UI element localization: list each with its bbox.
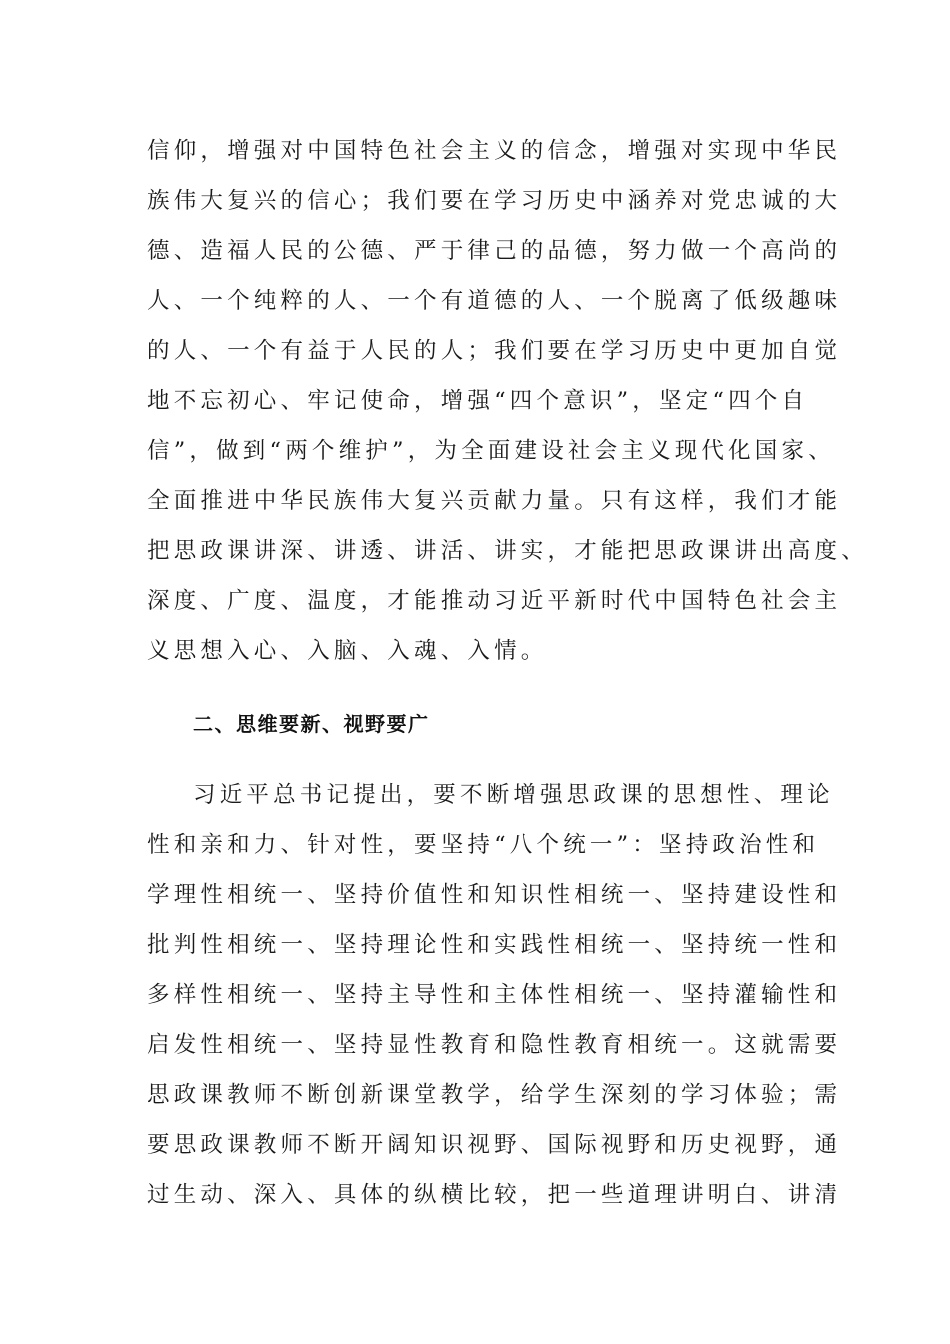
paragraph-section-two: [147, 770, 842, 1220]
text-line: 德、造福人民的公德、严于律己的品德，努力做一个高尚的: [147, 238, 842, 264]
paragraph-continued: [147, 126, 868, 676]
text-line: 多样性相统一、坚持主导性和主体性相统一、坚持灌输性和: [147, 982, 842, 1008]
text-line: 性和亲和力、针对性，要坚持“八个统一”：坚持政治性和: [147, 832, 820, 858]
text-line: 批判性相统一、坚持理论性和实践性相统一、坚持统一性和: [147, 932, 842, 958]
text-line-first: 习近平总书记提出，要不断增强思政课的思想性、理论: [193, 782, 834, 808]
section-heading: 二、思维要新、视野要广: [193, 712, 430, 736]
text-line: 把思政课讲深、讲透、讲活、讲实，才能把思政课讲出高度、: [147, 538, 868, 564]
text-line: 过生动、深入、具体的纵横比较，把一些道理讲明白、讲清: [147, 1182, 842, 1208]
text-line: 的人、一个有益于人民的人；我们要在学习历史中更加自觉: [147, 338, 842, 364]
text-line: 学理性相统一、坚持价值性和知识性相统一、坚持建设性和: [147, 882, 842, 908]
text-line: 人、一个纯粹的人、一个有道德的人、一个脱离了低级趣味: [147, 288, 842, 314]
text-line: 地不忘初心、牢记使命，增强“四个意识”，坚定“四个自: [147, 388, 809, 414]
text-line: 思政课教师不断创新课堂教学，给学生深刻的学习体验；需: [147, 1082, 842, 1108]
text-line: 信仰，增强对中国特色社会主义的信念，增强对实现中华民: [147, 138, 842, 164]
text-line: 要思政课教师不断开阔知识视野、国际视野和历史视野，通: [147, 1132, 842, 1158]
text-line: 信”，做到“两个维护”，为全面建设社会主义现代化国家、: [147, 438, 835, 464]
text-line: 义思想入心、入脑、入魂、入情。: [147, 638, 548, 664]
text-line: 启发性相统一、坚持显性教育和隐性教育相统一。这就需要: [147, 1032, 842, 1058]
text-line: 族伟大复兴的信心；我们要在学习历史中涵养对党忠诚的大: [147, 188, 842, 214]
text-line: 全面推进中华民族伟大复兴贡献力量。只有这样，我们才能: [147, 488, 842, 514]
text-line: 深度、广度、温度，才能推动习近平新时代中国特色社会主: [147, 588, 842, 614]
